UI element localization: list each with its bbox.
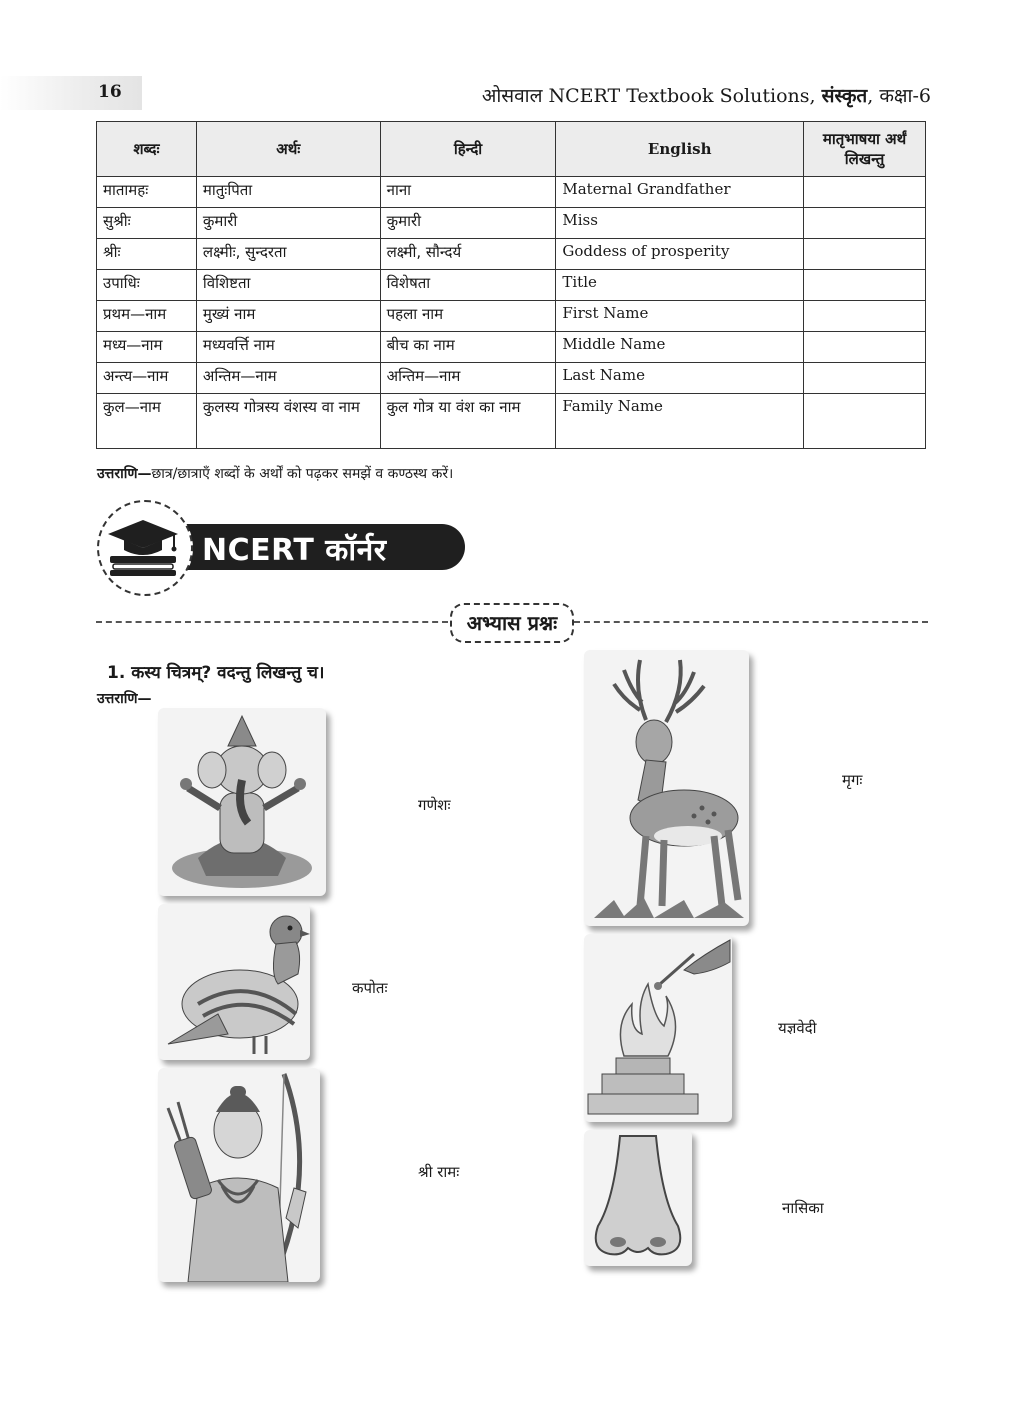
table-cell: कुलस्य गोत्रस्य वंशस्य वा नाम xyxy=(196,394,380,449)
table-cell: Last Name xyxy=(556,363,804,394)
answer-note-prefix: उत्तराणि— xyxy=(97,466,152,482)
running-header-prefix: ओसवाल NCERT Textbook Solutions, xyxy=(481,85,822,107)
table-cell: विशिष्टता xyxy=(196,270,380,301)
table-cell: सुश्रीः xyxy=(97,208,197,239)
column-header-mother-tongue: मातृभाषया अर्थं लिखन्तु xyxy=(804,122,926,177)
table-cell: मध्यवर्त्ति नाम xyxy=(196,332,380,363)
table-cell: विशेषता xyxy=(380,270,556,301)
label-shri-ram: श्री रामः xyxy=(418,1163,460,1181)
shri-ram-image xyxy=(158,1068,320,1282)
table-cell: उपाधिः xyxy=(97,270,197,301)
table-cell: कुमारी xyxy=(380,208,556,239)
table-cell: अन्त्य—नाम xyxy=(97,363,197,394)
table-cell: Middle Name xyxy=(556,332,804,363)
table-cell: लक्ष्मीः, सुन्दरता xyxy=(196,239,380,270)
table-cell-empty xyxy=(804,332,926,363)
table-row xyxy=(97,270,926,301)
table-cell-empty xyxy=(804,239,926,270)
answer-label: उत्तराणि— xyxy=(97,691,152,707)
graduation-cap-icon xyxy=(104,516,182,582)
table-cell: अन्तिम—नाम xyxy=(196,363,380,394)
table-cell: अन्तिम—नाम xyxy=(380,363,556,394)
divider-left xyxy=(96,621,448,623)
table-cell: मातुःपिता xyxy=(196,177,380,208)
table-cell: श्रीः xyxy=(97,239,197,270)
table-cell: Maternal Grandfather xyxy=(556,177,804,208)
table-cell: मातामहः xyxy=(97,177,197,208)
table-row xyxy=(97,177,926,208)
label-yajna-vedi: यज्ञवेदी xyxy=(778,1019,817,1037)
table-cell: लक्ष्मी, सौन्दर्य xyxy=(380,239,556,270)
table-cell-empty xyxy=(804,270,926,301)
page-number: 16 xyxy=(98,82,122,102)
exercise-title: अभ्यास प्रश्नः xyxy=(450,603,574,643)
table-cell: बीच का नाम xyxy=(380,332,556,363)
running-header xyxy=(482,82,931,108)
table-cell: मुख्यं नाम xyxy=(196,301,380,332)
running-header-subject: संस्कृत xyxy=(821,85,868,107)
table-row xyxy=(97,301,926,332)
label-nose: नासिका xyxy=(782,1199,824,1217)
table-row xyxy=(97,394,926,449)
table-row xyxy=(97,239,926,270)
table-cell: Goddess of prosperity xyxy=(556,239,804,270)
answer-note-text: छात्र/छात्राएँ शब्दों के अर्थों को पढ़कर समझें व कण्ठस्थ करें। xyxy=(151,466,454,482)
table-cell: Miss xyxy=(556,208,804,239)
nose-image xyxy=(584,1130,692,1266)
table-cell: Title xyxy=(556,270,804,301)
question-1: 1. कस्य चित्रम्? वदन्तु लिखन्तु च। xyxy=(107,663,325,683)
table-cell: कुल—नाम xyxy=(97,394,197,449)
table-cell-empty xyxy=(804,363,926,394)
yajna-vedi-image xyxy=(584,934,732,1122)
ncert-corner-title: NCERT कॉर्नर xyxy=(202,533,387,568)
table-cell: पहला नाम xyxy=(380,301,556,332)
table-cell: नाना xyxy=(380,177,556,208)
table-cell-empty xyxy=(804,208,926,239)
divider-right xyxy=(574,621,928,623)
column-header-english: English xyxy=(556,122,804,177)
table-cell-empty xyxy=(804,394,926,449)
column-header-meaning: अर्थः xyxy=(196,122,380,177)
column-header-hindi: हिन्दी xyxy=(380,122,556,177)
table-header-row xyxy=(97,122,926,177)
table-cell: कुल गोत्र या वंश का नाम xyxy=(380,394,556,449)
table-row xyxy=(97,208,926,239)
label-pigeon: कपोतः xyxy=(352,979,388,997)
vocabulary-table xyxy=(96,121,926,449)
table-cell: मध्य—नाम xyxy=(97,332,197,363)
answer-note xyxy=(97,464,453,483)
table-cell-empty xyxy=(804,301,926,332)
label-deer: मृगः xyxy=(842,771,863,789)
column-header-word: शब्दः xyxy=(97,122,197,177)
table-cell: प्रथम—नाम xyxy=(97,301,197,332)
table-cell-empty xyxy=(804,177,926,208)
running-header-suffix: , कक्षा-6 xyxy=(867,85,931,107)
label-ganesha: गणेशः xyxy=(418,796,451,814)
table-row xyxy=(97,332,926,363)
table-row xyxy=(97,363,926,394)
deer-image xyxy=(584,650,749,926)
table-cell: Family Name xyxy=(556,394,804,449)
table-cell: First Name xyxy=(556,301,804,332)
pigeon-image xyxy=(158,904,310,1060)
ganesha-image xyxy=(158,708,326,896)
table-cell: कुमारी xyxy=(196,208,380,239)
